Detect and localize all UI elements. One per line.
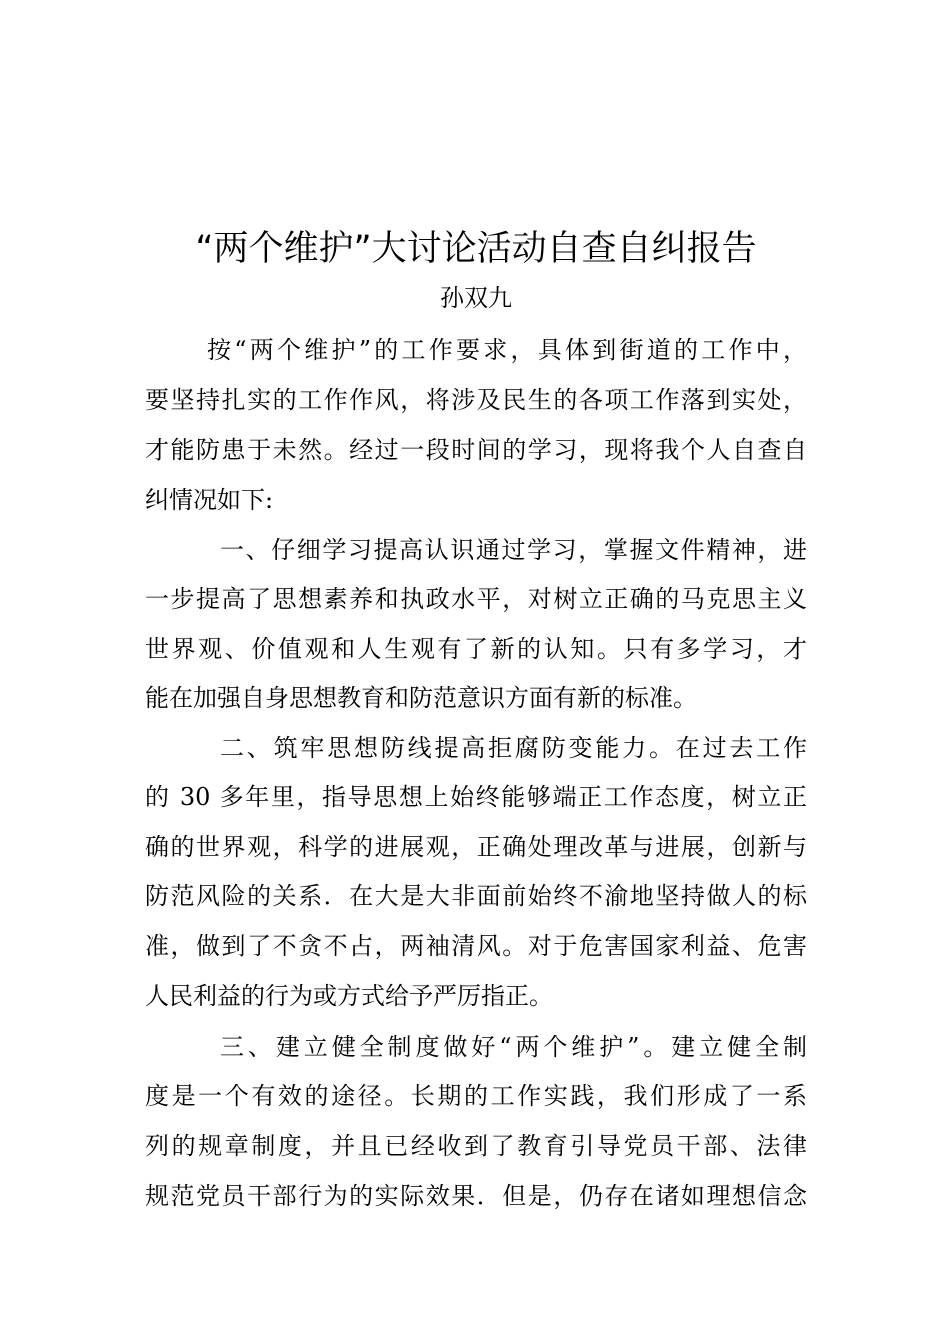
- paragraph-line: 能在加强自身思想教育和防范意识方面有新的标准。: [145, 684, 697, 712]
- paragraph-line: 确的世界观，科学的进展观，正确处理改革与进展，创新与: [145, 833, 807, 861]
- paragraph-line: 规范党员干部行为的实际效果．但是，仍存在诸如理想信念: [145, 1182, 807, 1210]
- paragraph-line: 要坚持扎实的工作作风，将涉及民生的各项工作落到实处，: [145, 386, 807, 414]
- paragraph-line: 列的规章制度，并且已经收到了教育引导党员干部、法律: [145, 1132, 807, 1160]
- document-author: 孙双九: [440, 284, 512, 312]
- paragraph-line: 一步提高了思想素养和执政水平，对树立正确的马克思主义: [145, 585, 807, 613]
- paragraph-line: 三、建立健全制度做好“两个维护”。建立健全制: [220, 1033, 807, 1061]
- paragraph-line: 人民利益的行为或方式给予严厉指正。: [145, 982, 553, 1010]
- paragraph-line: 一、仔细学习提高认识通过学习，掌握文件精神，进: [220, 536, 807, 564]
- paragraph-line: 防范风险的关系．在大是大非面前始终不渝地坚持做人的标: [145, 882, 807, 910]
- paragraph-line: 二、筑牢思想防线提高拒腐防变能力。在过去工作: [220, 734, 807, 762]
- paragraph-line: 纠情况如下:: [145, 486, 274, 514]
- paragraph-line: 的 30 多年里，指导思想上始终能够端正工作态度，树立正: [145, 783, 807, 811]
- paragraph-line: 度是一个有效的途径。长期的工作实践，我们形成了一系: [145, 1082, 807, 1110]
- paragraph-line: 准，做到了不贪不占，两袖清风。对于危害国家利益、危害: [145, 932, 807, 960]
- document-title: “两个维护”大讨论活动自查自纠报告: [195, 229, 757, 269]
- paragraph-line: 世界观、价值观和人生观有了新的认知。只有多学习，才: [145, 635, 807, 663]
- paragraph-line: 按“两个维护”的工作要求，具体到街道的工作中，: [207, 336, 807, 364]
- paragraph-line: 才能防患于未然。经过一段时间的学习，现将我个人自查自: [145, 436, 807, 464]
